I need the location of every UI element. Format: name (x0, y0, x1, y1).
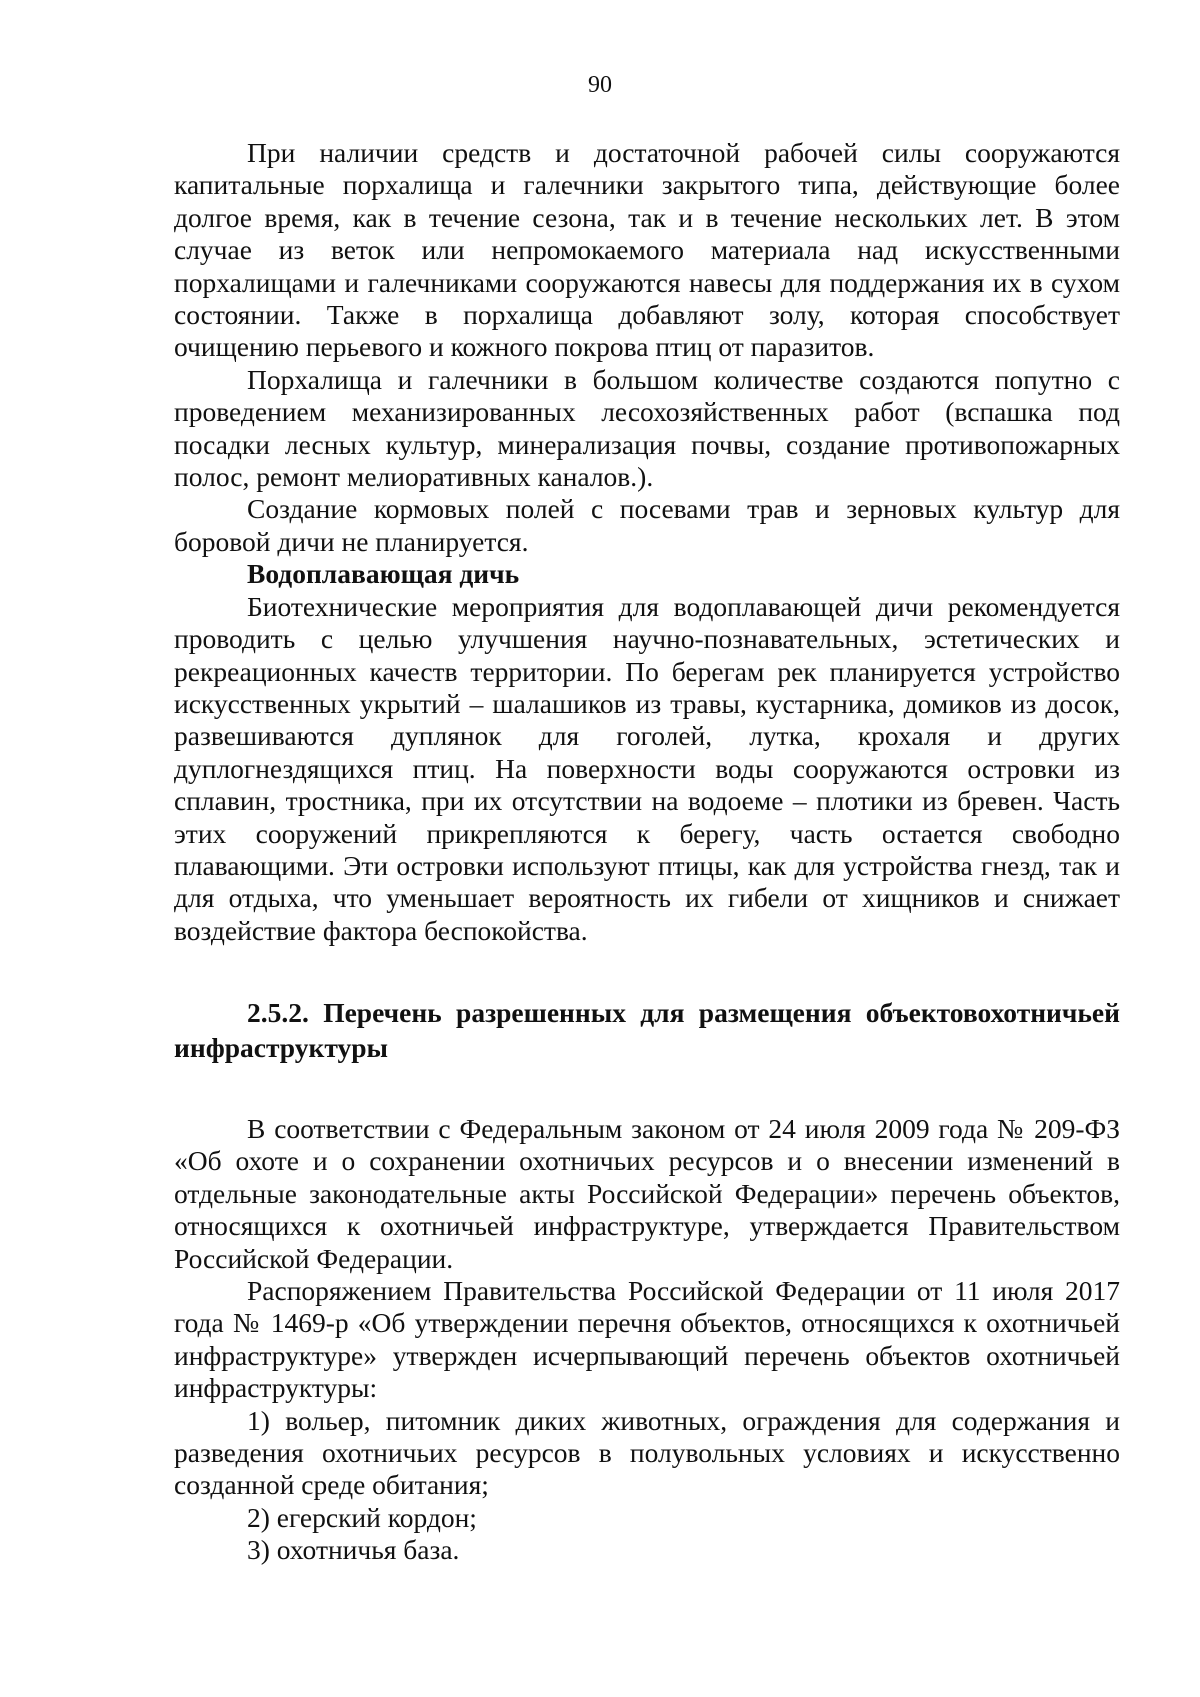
list-item: 3) охотничья база. (247, 1534, 460, 1566)
section-heading: 2.5.2. Перечень разрешенных для размещения объектовохотничьей инфраструктуры (174, 997, 1120, 1063)
section-biotechnical-text (174, 137, 1120, 947)
list-item: 1) вольер, питомник диких животных, ограждения для содержания и разведения охотничьих ресурсов в полувольных условиях и искусственно созданной среде обитания; (174, 1404, 1120, 1501)
section-heading-block (174, 995, 1120, 1065)
paragraph-federal-law: В соответствии с Федеральным законом от 24 июля 2009 года № 209-ФЗ «Об охоте и о сохранении охотничьих ресурсов и о внесении изменений в отдельные законодательные акты Российской Федерации» перечень объектов, относящихся к охотничьей инфраструктуре, утверждается Правительством Российской Федерации. (174, 1113, 1120, 1274)
subheading-waterfowl: Водоплавающая дичь (247, 558, 520, 590)
list-item: 2) егерский кордон; (247, 1501, 477, 1533)
page-number: 90 (588, 72, 612, 98)
paragraph-capital-dust-baths: При наличии средств и достаточной рабочей силы сооружаются капитальные порхалища и галечники закрытого типа, действующие более долгое время, как в течение сезона, так и в течение нескольких лет. В этом случае из веток или непромокаемого материала над искусственными порхалищами и галечниками сооружаются навесы для поддержания их в сухом состоянии. Также в порхалища добавляют золу, которая способствует очищению перьевого и кожного покрова птиц от паразитов. (174, 137, 1120, 363)
paragraph-feeding-fields: Создание кормовых полей с посевами трав и зерновых культур для боровой дичи не планируется. (174, 493, 1120, 557)
section-infrastructure-text (174, 1113, 1120, 1567)
paragraph-mechanized-works: Порхалища и галечники в большом количестве создаются попутно с проведением механизированных лесохозяйственных работ (вспашка под посадки лесных культур, минерализация почвы, создание противопожарных полос, ремонт мелиоративных каналов.). (174, 363, 1120, 493)
paragraph-waterfowl-measures: Биотехнические мероприятия для водоплавающей дичи рекомендуется проводить с целью улучшения научно-познавательных, эстетических и рекреационных качеств территории. По берегам рек планируется устройство искусственных укрытий – шалашиков из травы, кустарника, домиков из досок, развешиваются дуплянок для гоголей, лутка, крохаля и других дуплогнездящихся птиц. На поверхности воды сооружаются островки из сплавин, тростника, при их отсутствии на водоеме – плотики из бревен. Часть этих сооружений прикрепляются к берегу, часть остается свободно плавающими. Эти островки используют птицы, как для устройства гнезд, так и для отдыха, что уменьшает вероятность их гибели от хищников и снижает воздействие фактора беспокойства. (174, 590, 1120, 946)
paragraph-government-order: Распоряжением Правительства Российской Федерации от 11 июля 2017 года № 1469-р «Об утверждении перечня объектов, относящихся к охотничьей инфраструктуре» утвержден исчерпывающий перечень объектов охотничьей инфраструктуры: (174, 1275, 1120, 1404)
